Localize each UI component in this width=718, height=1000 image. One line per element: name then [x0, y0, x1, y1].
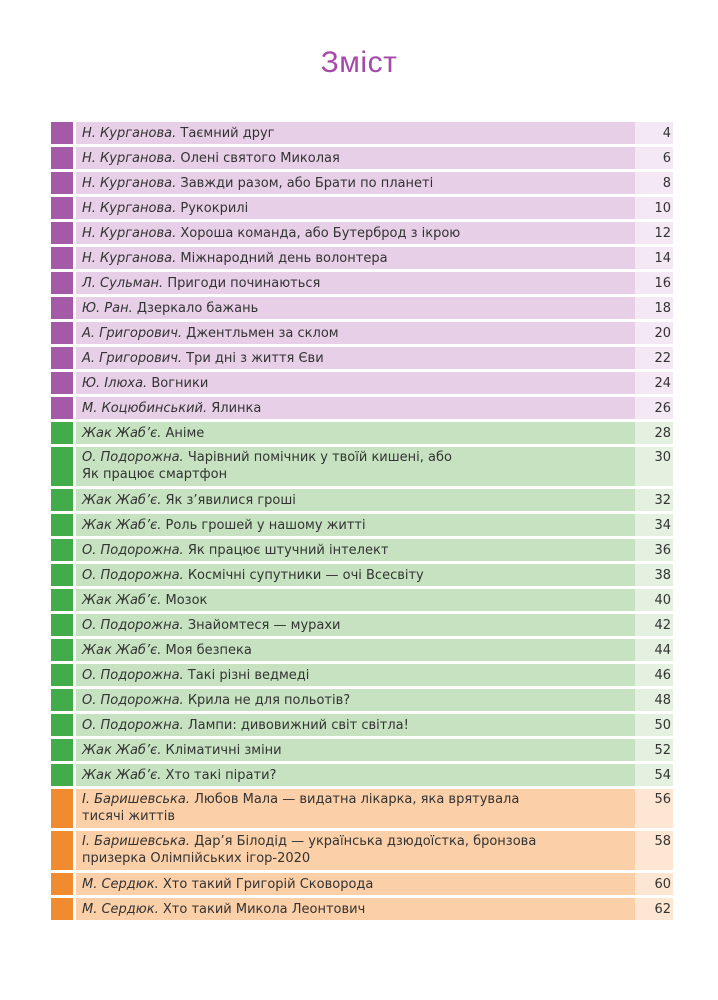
toc-entry-text [82, 422, 635, 442]
toc-entry-body [76, 789, 635, 828]
section-color-marker [51, 272, 73, 294]
section-color-marker [51, 898, 73, 920]
toc-entry-body [76, 197, 635, 219]
toc-entry[interactable] [51, 397, 673, 419]
section-color-marker [51, 614, 73, 636]
toc-entry[interactable] [51, 739, 673, 761]
section-color-marker [51, 664, 73, 686]
entry-title: Хороша команда, або Бутерброд з ікрою [180, 226, 461, 241]
entry-page-number: 42 [635, 614, 673, 636]
entry-page-number: 4 [635, 122, 673, 144]
section-color-marker [51, 789, 73, 828]
entry-page-number: 62 [635, 898, 673, 920]
entry-page-number: 54 [635, 764, 673, 786]
entry-author: Жак Жаб’є. [82, 518, 162, 533]
toc-entry[interactable] [51, 247, 673, 269]
toc-entry-body [76, 764, 635, 786]
toc-entry-body [76, 372, 635, 394]
section-color-marker [51, 564, 73, 586]
toc-entry-body [76, 272, 635, 294]
entry-page-number: 60 [635, 873, 673, 895]
toc-entry-body [76, 247, 635, 269]
section-color-marker [51, 689, 73, 711]
entry-title: Крила не для польотів? [187, 693, 351, 708]
entry-title: Дар’я Білодід — українська дзюдоїстка, бронзова [194, 834, 537, 849]
toc-entry-text [82, 397, 635, 417]
toc-entry-body [76, 447, 635, 486]
entry-author: Жак Жаб’є. [82, 426, 162, 441]
section-color-marker [51, 739, 73, 761]
toc-entry-body [76, 689, 635, 711]
toc-entry-text [82, 147, 635, 167]
entry-page-number: 32 [635, 489, 673, 511]
section-color-marker [51, 297, 73, 319]
entry-title: Міжнародний день волонтера [180, 251, 388, 266]
toc-entry-text [82, 122, 635, 142]
entry-title: Як з’явилися гроші [165, 493, 296, 508]
entry-page-number: 24 [635, 372, 673, 394]
entry-title: Три дні з життя Єви [186, 351, 324, 366]
toc-entry-text [82, 514, 635, 534]
toc-entry[interactable] [51, 347, 673, 369]
entry-author: М. Коцюбинський. [82, 401, 208, 416]
section-color-marker [51, 172, 73, 194]
entry-title: Кліматичні зміни [165, 743, 282, 758]
toc-entry-body [76, 714, 635, 736]
toc-entry[interactable] [51, 714, 673, 736]
entry-author: О. Подорожна. [82, 718, 184, 733]
toc-entry-body [76, 739, 635, 761]
entry-page-number: 14 [635, 247, 673, 269]
toc-entry[interactable] [51, 197, 673, 219]
toc-entry-body [76, 222, 635, 244]
entry-page-number: 26 [635, 397, 673, 419]
entry-title: Знайомтеся — мурахи [187, 618, 341, 633]
entry-author: О. Подорожна. [82, 568, 184, 583]
toc-entry-body [76, 589, 635, 611]
entry-page-number: 46 [635, 664, 673, 686]
toc-entry[interactable] [51, 689, 673, 711]
entry-title: Пригоди починаються [167, 276, 321, 291]
section-color-marker [51, 447, 73, 486]
toc-entry[interactable] [51, 447, 673, 486]
toc-entry-body [76, 489, 635, 511]
toc-entry[interactable] [51, 297, 673, 319]
entry-title: Такі різні ведмеді [187, 668, 310, 683]
toc-entry-body [76, 898, 635, 920]
section-color-marker [51, 764, 73, 786]
section-color-marker [51, 322, 73, 344]
toc-entry-text [82, 739, 635, 759]
entry-page-number: 8 [635, 172, 673, 194]
entry-page-number: 52 [635, 739, 673, 761]
entry-page-number: 6 [635, 147, 673, 169]
entry-page-number: 38 [635, 564, 673, 586]
section-color-marker [51, 489, 73, 511]
entry-author: Н. Курганова. [82, 251, 177, 266]
toc-entry-text [82, 539, 635, 559]
entry-author: А. Григорович. [82, 351, 183, 366]
section-color-marker [51, 372, 73, 394]
toc-entry[interactable] [51, 898, 673, 920]
entry-page-number: 44 [635, 639, 673, 661]
toc-entry-body [76, 422, 635, 444]
section-color-marker [51, 397, 73, 419]
entry-page-number: 30 [635, 447, 673, 486]
section-color-marker [51, 422, 73, 444]
toc-entry-text [82, 297, 635, 317]
toc-entry-body [76, 639, 635, 661]
entry-author: Л. Сульман. [82, 276, 164, 291]
entry-title: Аніме [165, 426, 205, 441]
toc-entry-body [76, 614, 635, 636]
entry-title: Мозок [165, 593, 208, 608]
entry-title: Чарівний помічник у твоїй кишені, або [187, 450, 452, 465]
entry-page-number: 12 [635, 222, 673, 244]
toc-entry[interactable] [51, 564, 673, 586]
toc-entry[interactable] [51, 639, 673, 661]
section-color-marker [51, 222, 73, 244]
toc-entry[interactable] [51, 664, 673, 686]
entry-author: М. Сердюк. [82, 877, 159, 892]
toc-entry[interactable] [51, 422, 673, 444]
entry-author: Жак Жаб’є. [82, 643, 162, 658]
entry-page-number: 40 [635, 589, 673, 611]
section-color-marker [51, 539, 73, 561]
entry-title: Таємний друг [180, 126, 275, 141]
entry-title-continued: Як працює смартфон [82, 467, 228, 482]
entry-author: Жак Жаб’є. [82, 593, 162, 608]
entry-title: Любов Мала — видатна лікарка, яка врятувала [194, 792, 520, 807]
entry-author: О. Подорожна. [82, 693, 184, 708]
entry-author: І. Баришевська. [82, 792, 190, 807]
entry-page-number: 48 [635, 689, 673, 711]
section-color-marker [51, 639, 73, 661]
toc-entry[interactable] [51, 322, 673, 344]
entry-author: Н. Курганова. [82, 151, 177, 166]
entry-page-number: 34 [635, 514, 673, 536]
entry-page-number: 36 [635, 539, 673, 561]
entry-page-number: 58 [635, 831, 673, 870]
table-of-contents [51, 122, 673, 923]
entry-author: Н. Курганова. [82, 126, 177, 141]
entry-title-continued: тисячі життів [82, 809, 175, 824]
toc-entry-text [82, 589, 635, 609]
toc-entry-text [82, 372, 635, 392]
toc-entry[interactable] [51, 222, 673, 244]
toc-entry-text [82, 639, 635, 659]
entry-title: Моя безпека [165, 643, 252, 658]
section-color-marker [51, 147, 73, 169]
toc-entry-text [82, 222, 635, 242]
entry-author: М. Сердюк. [82, 902, 159, 917]
toc-entry[interactable] [51, 514, 673, 536]
entry-author: Ю. Ран. [82, 301, 133, 316]
entry-title: Дзеркало бажань [136, 301, 259, 316]
entry-page-number: 28 [635, 422, 673, 444]
toc-entry-body [76, 347, 635, 369]
entry-title: Хто такий Григорій Сковорода [162, 877, 374, 892]
entry-page-number: 10 [635, 197, 673, 219]
toc-entry-body [76, 873, 635, 895]
toc-entry-body [76, 172, 635, 194]
entry-author: О. Подорожна. [82, 543, 184, 558]
entry-title: Завжди разом, або Брати по планеті [180, 176, 434, 191]
entry-title-continued: призерка Олімпійських ігор-2020 [82, 851, 311, 866]
toc-entry-text [82, 489, 635, 509]
entry-title: Джентльмен за склом [186, 326, 339, 341]
entry-author: Жак Жаб’є. [82, 743, 162, 758]
entry-title: Лампи: дивовижний світ світла! [187, 718, 409, 733]
toc-entry[interactable] [51, 272, 673, 294]
entry-author: Ю. Ілюха. [82, 376, 148, 391]
entry-title: Космічні супутники — очі Всесвіту [187, 568, 424, 583]
entry-author: Жак Жаб’є. [82, 493, 162, 508]
entry-page-number: 56 [635, 789, 673, 828]
toc-entry-text [82, 831, 635, 867]
toc-entry-text [82, 172, 635, 192]
entry-page-number: 20 [635, 322, 673, 344]
toc-entry-text [82, 347, 635, 367]
toc-entry[interactable] [51, 589, 673, 611]
toc-entry-text [82, 689, 635, 709]
toc-entry-text [82, 873, 635, 893]
entry-page-number: 16 [635, 272, 673, 294]
entry-page-number: 50 [635, 714, 673, 736]
toc-entry[interactable] [51, 764, 673, 786]
toc-entry[interactable] [51, 873, 673, 895]
entry-page-number: 18 [635, 297, 673, 319]
toc-entry[interactable] [51, 172, 673, 194]
toc-entry[interactable] [51, 147, 673, 169]
toc-entry[interactable] [51, 122, 673, 144]
toc-entry-text [82, 197, 635, 217]
entry-title: Олені святого Миколая [180, 151, 340, 166]
section-color-marker [51, 831, 73, 870]
section-color-marker [51, 197, 73, 219]
entry-page-number: 22 [635, 347, 673, 369]
toc-entry[interactable] [51, 372, 673, 394]
toc-entry-body [76, 539, 635, 561]
toc-entry-body [76, 831, 635, 870]
toc-entry-text [82, 322, 635, 342]
toc-entry-body [76, 297, 635, 319]
entry-title: Роль грошей у нашому житті [165, 518, 366, 533]
toc-entry-text [82, 247, 635, 267]
toc-entry[interactable] [51, 614, 673, 636]
section-color-marker [51, 347, 73, 369]
toc-entry-text [82, 564, 635, 584]
section-color-marker [51, 589, 73, 611]
entry-title: Вогники [151, 376, 209, 391]
toc-entry[interactable] [51, 831, 673, 870]
entry-author: Жак Жаб’є. [82, 768, 162, 783]
entry-title: Ялинка [211, 401, 262, 416]
toc-entry-body [76, 322, 635, 344]
toc-entry-text [82, 614, 635, 634]
entry-author: Н. Курганова. [82, 201, 177, 216]
section-color-marker [51, 714, 73, 736]
toc-entry-text [82, 898, 635, 918]
entry-author: О. Подорожна. [82, 450, 184, 465]
toc-entry-text [82, 447, 635, 483]
toc-entry-text [82, 789, 635, 825]
toc-entry[interactable] [51, 489, 673, 511]
entry-title: Хто такий Микола Леонтович [162, 902, 366, 917]
entry-author: І. Баришевська. [82, 834, 190, 849]
section-color-marker [51, 122, 73, 144]
toc-entry-body [76, 514, 635, 536]
toc-entry-text [82, 714, 635, 734]
page-title: Зміст [320, 46, 398, 79]
entry-author: О. Подорожна. [82, 668, 184, 683]
toc-entry[interactable] [51, 789, 673, 828]
entry-author: Н. Курганова. [82, 226, 177, 241]
entry-author: О. Подорожна. [82, 618, 184, 633]
entry-author: А. Григорович. [82, 326, 183, 341]
toc-entry-body [76, 147, 635, 169]
entry-author: Н. Курганова. [82, 176, 177, 191]
toc-entry-body [76, 397, 635, 419]
toc-entry-body [76, 564, 635, 586]
toc-entry-body [76, 122, 635, 144]
entry-title: Як працює штучний інтелект [187, 543, 389, 558]
entry-title: Хто такі пірати? [165, 768, 277, 783]
toc-entry-body [76, 664, 635, 686]
section-color-marker [51, 247, 73, 269]
toc-entry-text [82, 764, 635, 784]
toc-entry[interactable] [51, 539, 673, 561]
section-color-marker [51, 514, 73, 536]
entry-title: Рукокрилі [180, 201, 249, 216]
section-color-marker [51, 873, 73, 895]
toc-entry-text [82, 272, 635, 292]
toc-entry-text [82, 664, 635, 684]
